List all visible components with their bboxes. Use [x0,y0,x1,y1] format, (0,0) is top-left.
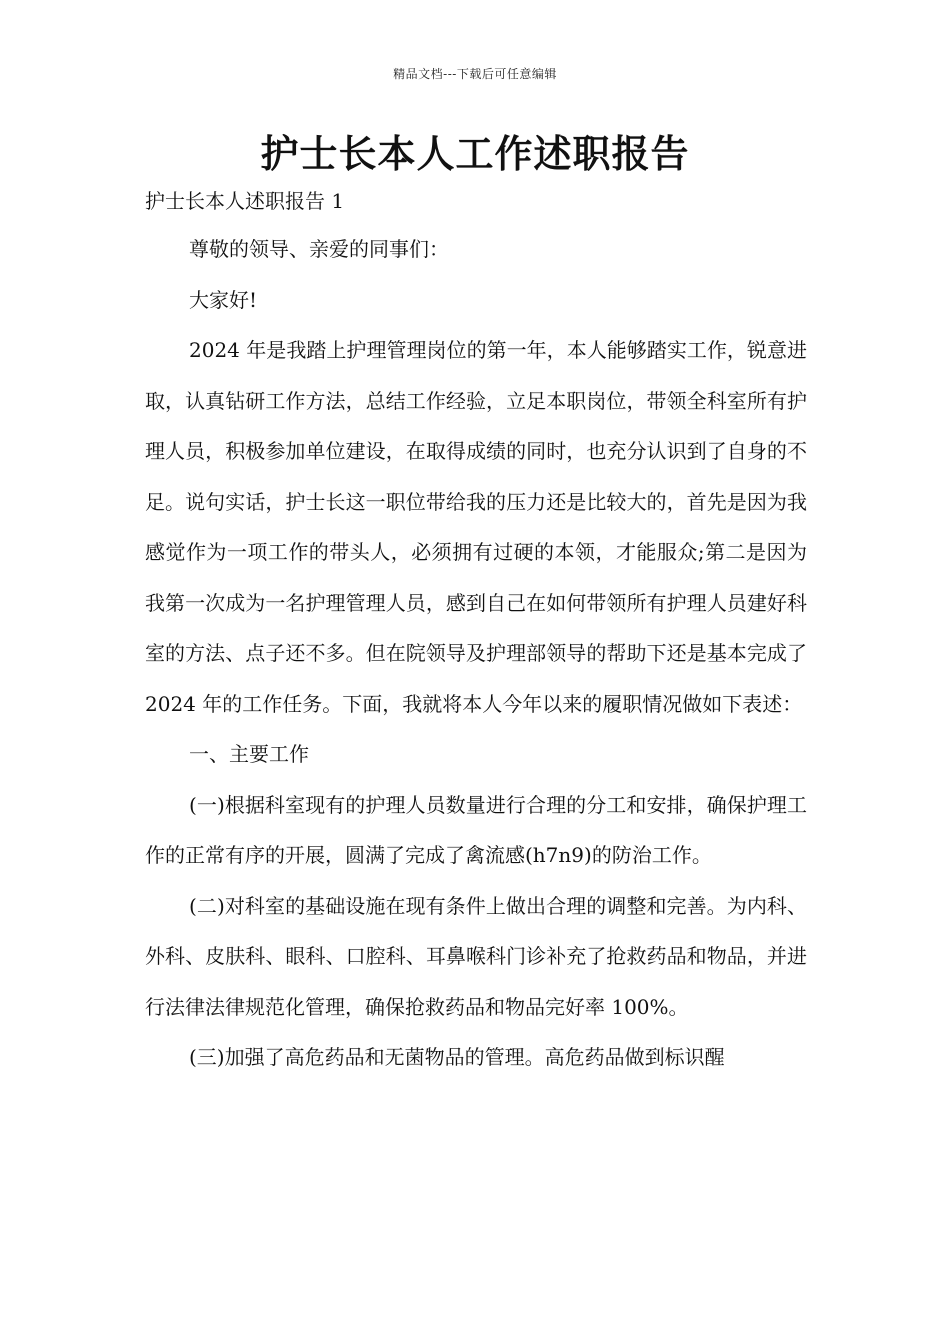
work-item-3: (三)加强了高危药品和无菌物品的管理。高危药品做到标识醒 [189,1045,725,1069]
section-heading-main-work: 一、主要工作 [189,742,309,766]
document-body [145,178,807,1083]
work-item-2: (二)对科室的基础设施在现有条件上做出合理的调整和完善。为内科、外科、皮肤科、眼科、口腔科、耳鼻喉科门诊补充了抢救药品和物品，并进行法律法律规范化管理，确保抢救药品和物品完好率 100%。 [145,893,807,1019]
work-item-1: (一)根据科室现有的护理人员数量进行合理的分工和安排，确保护理工作的正常有序的开展，圆满了完成了禽流感(h7n9)的防治工作。 [145,792,807,867]
intro-paragraph: 2024 年是我踏上护理管理岗位的第一年，本人能够踏实工作，锐意进取，认真钻研工作方法，总结工作经验，立足本职岗位，带领全科室所有护理人员，积极参加单位建设，在取得成绩的同时，也充分认识到了自身的不足。说句实话，护士长这一职位带给我的压力还是比较大的，首先是因为我感觉作为一项工作的带头人，必须拥有过硬的本领，才能服众;第二是因为我第一次成为一名护理管理人员，感到自己在如何带领所有护理人员建好科室的方法、点子还不多。但在院领导及护理部领导的帮助下还是基本完成了 2024 年的工作任务。下面，我就将本人今年以来的履职情况做如下表述： [145,338,807,716]
document-header-note: 精品文档---下载后可任意编辑 [393,67,557,81]
salutation: 尊敬的领导、亲爱的同事们： [189,237,449,261]
document-title: 护士长本人工作述职报告 [260,131,690,176]
greeting: 大家好! [189,287,258,312]
report-subtitle: 护士长本人述职报告 1 [145,189,345,213]
